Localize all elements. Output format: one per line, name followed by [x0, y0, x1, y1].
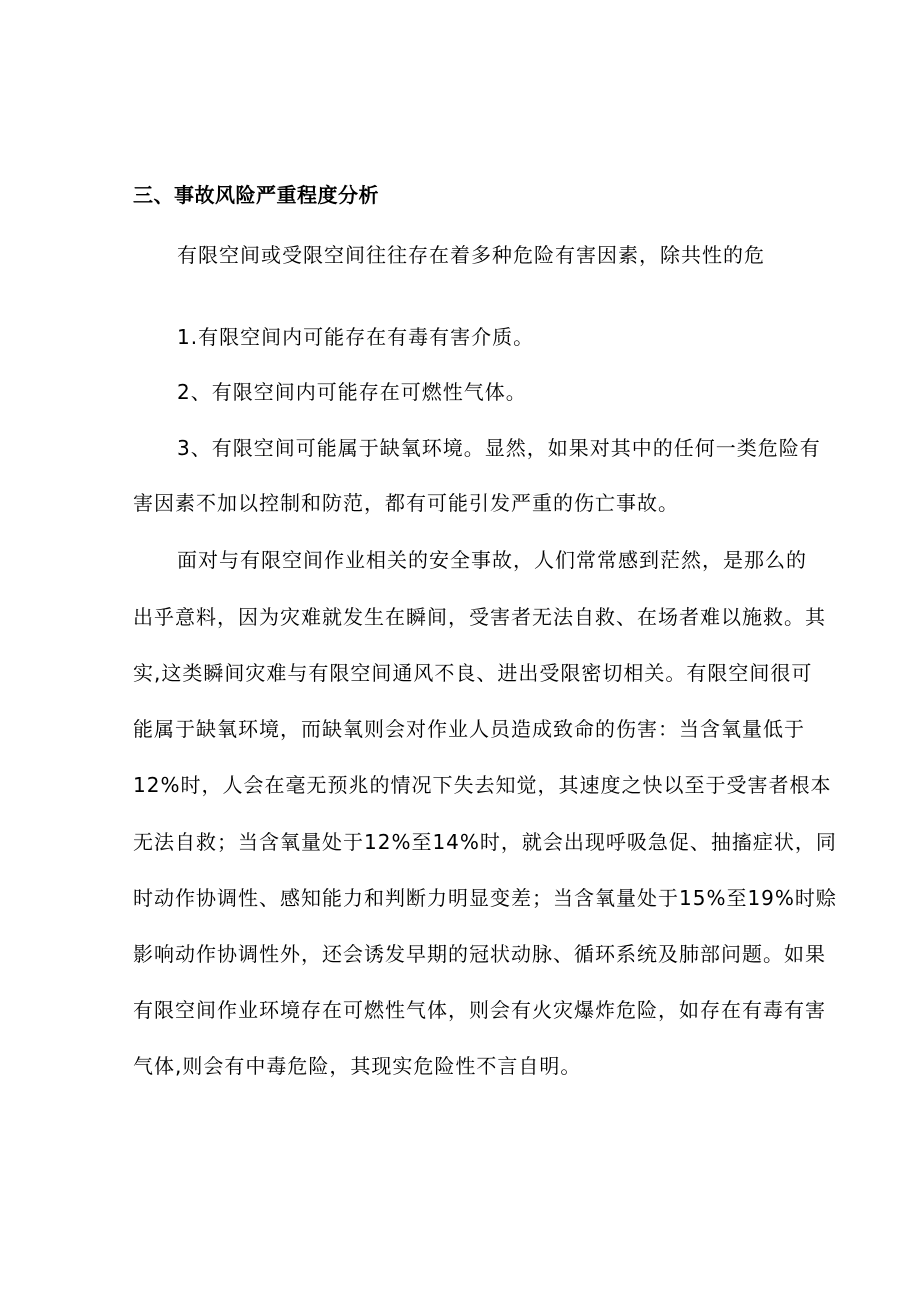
paragraph-line-6: 无法自救；当含氧量处于12%至14%时，就会出现呼吸急促、抽搐症状，同: [133, 830, 837, 854]
paragraph-line-3: 实,这类瞬间灾难与有限空间通风不良、进出受限密切相关。有限空间很可: [133, 661, 813, 685]
list-item-2: 2、有限空间内可能存在可燃性气体。: [177, 380, 527, 404]
paragraph-line-7: 时动作协调性、感知能力和判断力明显变差；当含氧量处于15%至19%时赊: [133, 886, 837, 910]
paragraph-line-1: 面对与有限空间作业相关的安全事故，人们常常感到茫然，是那么的: [177, 548, 807, 572]
paragraph-line-5: 12%时，人会在毫无预兆的情况下失去知觉，其速度之快以至于受害者根本: [133, 773, 832, 797]
section-heading: 三、事故风险严重程度分析: [133, 183, 379, 207]
intro-line: 有限空间或受限空间往往存在着多种危险有害因素，除共性的危: [177, 243, 765, 267]
paragraph-line-8: 影响动作协调性外，还会诱发早期的冠状动脉、循环系统及肺部问题。如果: [133, 942, 826, 966]
paragraph-line-9: 有限空间作业环境存在可燃性气体，则会有火灾爆炸危险，如存在有毒有害: [133, 998, 826, 1022]
list-item-3-line-2: 害因素不加以控制和防范，都有可能引发严重的伤亡事故。: [133, 491, 679, 515]
paragraph-line-10: 气体,则会有中毒危险，其现实危险性不言自明。: [133, 1054, 582, 1078]
list-item-1: 1.有限空间内可能存在有毒有害介质。: [177, 325, 535, 349]
list-item-3-line-1: 3、有限空间可能属于缺氧环境。显然，如果对其中的任何一类危险有: [177, 436, 821, 460]
paragraph-line-4: 能属于缺氧环境，而缺氧则会对作业人员造成致命的伤害：当含氧量低于: [133, 717, 805, 741]
paragraph-line-2: 出乎意料，因为灾难就发生在瞬间，受害者无法自救、在场者难以施救。其: [133, 605, 826, 629]
